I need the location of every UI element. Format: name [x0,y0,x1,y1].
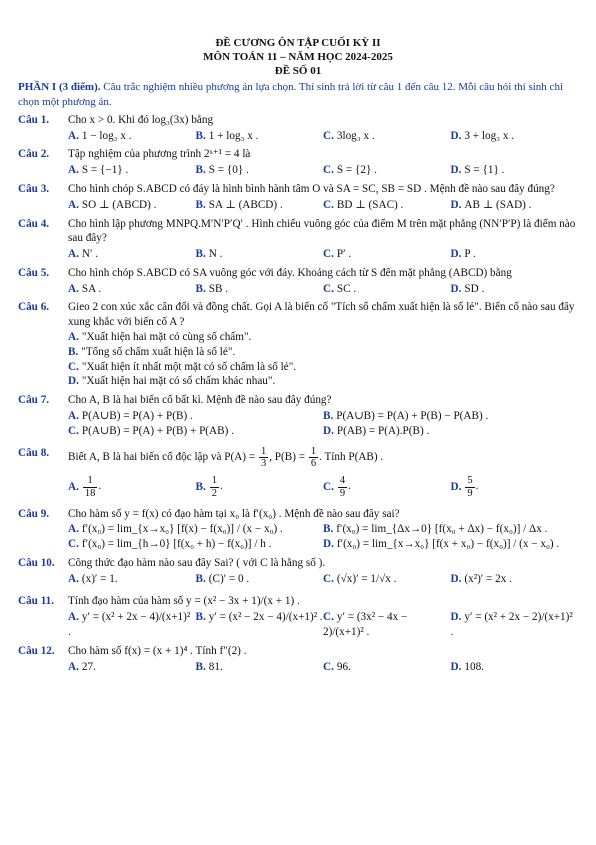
option-letter: D. [450,198,462,211]
answer-option [196,475,324,498]
question-1 [18,113,578,144]
option-letter: B. [323,523,334,536]
answer-option [323,198,451,213]
option-text: "Xuất hiện hai mặt có số chấm khác nhau". [81,375,276,388]
option-text: S = {1} . [464,164,505,177]
option-text: SO ⊥ (ABCD) . [81,198,157,211]
question-10 [18,556,578,587]
question-number: Câu 12. [18,644,55,657]
answer-option [196,247,324,262]
option-letter: C. [323,248,334,261]
answer-options [68,129,578,144]
answer-option [196,129,324,144]
option-text: S = {0} . [208,164,249,177]
question-body [68,507,578,552]
question-text: Tập nghiệm của phương trình 2ˣ⁺¹ = 4 là [68,148,251,161]
answer-option [68,247,196,262]
option-text: S = {2} . [336,164,377,177]
option-letter: A. [68,282,79,295]
option-text: 27. [81,660,96,673]
option-letter: B. [68,345,79,358]
option-letter: A. [68,572,79,585]
answer-options [68,247,578,262]
option-letter: A. [68,611,79,624]
document-page [18,0,578,674]
option-text: "Tổng số chấm xuất hiện là số lẻ". [81,345,236,358]
answer-option [68,360,578,375]
option-fraction [83,475,98,498]
option-text: "Xuất hiện hai mặt có cùng số chấm". [81,330,252,343]
answer-option [323,537,578,552]
option-letter: D. [450,282,462,295]
question-body [68,556,578,587]
option-letter: C. [323,660,334,673]
option-letter: A. [68,480,79,493]
option-text: SA ⊥ (ABCD) . [208,198,283,211]
part-intro [18,80,578,109]
answer-option [451,198,579,213]
answer-options [68,409,578,439]
question-body [68,300,578,389]
option-letter: C. [68,360,79,373]
option-text: f′(x₀) = lim_{x→x₀} [f(x) − f(x₀)] / (x − x₀) . [81,523,283,536]
option-letter: C. [68,424,79,437]
fraction-pb-numerator: 1 [310,446,317,458]
title-line-3: ĐỀ SỐ 01 [274,65,322,78]
question-5 [18,266,578,297]
question-number: Câu 9. [18,507,50,520]
fraction-pb [309,446,318,469]
option-text: P . [464,248,476,261]
option-letter: C. [323,164,334,177]
question-number: Câu 7. [18,394,50,407]
option-fraction [465,475,474,498]
answer-option [68,330,578,345]
option-letter: D. [323,538,334,551]
answer-option [323,572,451,587]
option-letter: C. [323,282,334,295]
fraction-pb-denominator: 6 [310,458,317,470]
option-letter: D. [450,572,462,585]
option-letter: D. [323,424,334,437]
option-letter: D. [450,480,462,493]
question-text-part: Biết A, B là hai biến cố độc lập và P(A) = [68,451,258,464]
question-text [68,446,578,469]
answer-option [451,660,579,675]
fraction-numerator: 1 [83,475,98,487]
question-text: Gieo 2 con xúc xắc cân đối và đồng chất. Gọi A là biến cố "Tích số chấm xuất hiện là số lẻ". Biến cố nào sau đây xung khắc với biến cố A ? [68,301,575,329]
question-3 [18,182,578,213]
question-text: Cho hàm số f(x) = (x + 1)⁴ . Tính f″(2) . [68,644,247,657]
option-letter: B. [195,660,206,673]
option-text: BD ⊥ (SAC) . [336,198,404,211]
option-period: . [475,480,479,493]
question-number: Câu 2. [18,148,50,161]
option-text: 1 + log₃ x . [208,129,259,142]
fraction-pa-denominator: 3 [260,458,267,470]
option-letter: C. [323,611,334,624]
answer-option [323,660,451,675]
answer-options [68,282,578,297]
question-text: Công thức đạo hàm nào sau đây Sai? ( với C là hằng số ). [68,556,326,569]
option-text: "Xuất hiện ít nhất một mặt có số chấm là số lẻ". [81,360,297,373]
option-letter: A. [68,330,79,343]
option-text: y′ = (x² + 2x − 2)/(x+1)² . [450,611,573,638]
option-letter: D. [450,660,462,673]
answer-options [68,522,578,552]
option-period: . [220,480,223,493]
answer-option [68,660,196,675]
fraction-denominator: 18 [84,487,96,499]
answer-option [323,163,451,178]
option-letter: A. [68,409,79,422]
question-body [68,594,578,639]
question-text-part: . Tính P(AB) . [319,451,384,464]
option-fraction [338,475,347,498]
question-number: Câu 1. [18,113,50,126]
question-9 [18,507,578,552]
question-text: Cho hình chóp S.ABCD có SA vuông góc với đáy. Khoảng cách từ S đến mặt phẳng (ABCD) bằng [68,266,512,279]
question-11 [18,594,578,639]
question-text: Cho hàm số y = f(x) có đạo hàm tại x₀ là f′(x₀) . Mệnh đề nào sau đây sai? [68,507,400,520]
part-instructions: Câu trắc nghiệm nhiều phương án lựa chọn. Thí sinh trả lời từ câu 1 đến câu 12. Mỗi câu hỏi thí sinh chỉ chọn một phương án. [18,81,563,108]
option-letter: B. [195,248,206,261]
option-letter: B. [195,282,206,295]
answer-option [323,522,578,537]
question-body [68,147,578,178]
option-text: (x²)′ = 2x . [464,572,512,585]
fraction-numerator: 4 [339,475,346,487]
answer-option [323,409,578,424]
fraction-denominator: 9 [467,487,473,499]
answer-option [451,475,579,498]
answer-option [68,424,323,439]
question-text-part: , P(B) = [269,451,308,464]
option-letter: A. [68,164,79,177]
option-letter: B. [195,164,206,177]
option-text: SC . [336,282,357,295]
fraction-pa [259,446,268,469]
option-text: f′(x₀) = lim_{h→0} [f(x₀ + h) − f(x₀)] / h . [81,538,272,551]
option-text: 3log₃ x . [336,129,375,142]
option-text: N′ . [81,248,99,261]
option-letter: D. [450,248,462,261]
answer-option [68,374,578,389]
answer-option [323,247,451,262]
option-text: SA . [81,282,102,295]
question-text: Cho hình lập phương MNPQ.M′N′P′Q′ . Hình chiếu vuông góc của điểm M trên mặt phẳng (NN′P′P) là điểm nào sau đây? [68,217,576,245]
question-body [68,393,578,438]
question-body [68,644,578,675]
question-body [68,182,578,213]
part-label: PHẦN I (3 điểm). [18,81,101,94]
option-letter: B. [195,572,206,585]
option-letter: D. [450,164,462,177]
option-letter: B. [195,129,206,142]
option-text: AB ⊥ (SAD) . [464,198,532,211]
question-number: Câu 11. [18,595,55,608]
answer-option [196,660,324,675]
option-letter: D. [450,129,462,142]
option-period: . [348,480,351,493]
question-list [18,113,578,675]
option-letter: A. [68,660,79,673]
fraction-denominator: 2 [211,487,218,499]
option-letter: A. [68,523,79,536]
option-period: . [98,480,102,493]
answer-options [68,572,578,587]
document-header [18,36,578,78]
question-number: Câu 4. [18,217,50,230]
option-text: N . [208,248,223,261]
option-text: y′ = (x² + 2x − 4)/(x+1)² . [68,611,191,638]
question-6 [18,300,578,389]
option-text: y′ = (3x² − 4x − 2)/(x+1)² . [323,611,408,638]
answer-option [68,572,196,587]
question-body [68,217,578,262]
question-7 [18,393,578,438]
option-text: 1 − log₃ x . [81,129,132,142]
option-letter: B. [323,409,334,422]
option-letter: C. [323,129,334,142]
option-letter: D. [450,611,462,624]
answer-options [68,475,578,498]
option-text: SD . [464,282,485,295]
option-letter: C. [323,572,334,585]
answer-option [323,424,578,439]
option-letter: C. [323,198,334,211]
answer-option [451,282,579,297]
option-letter: B. [195,198,206,211]
fraction-numerator: 1 [211,475,218,487]
answer-options [68,660,578,675]
answer-options [68,198,578,213]
option-text: P(AB) = P(A).P(B) . [336,424,430,437]
answer-option [196,198,324,213]
option-letter: A. [68,198,79,211]
question-12 [18,644,578,675]
question-number: Câu 10. [18,556,55,569]
question-2 [18,147,578,178]
option-letter: C. [323,480,334,493]
fraction-denominator: 9 [339,487,346,499]
answer-option [196,282,324,297]
question-number: Câu 3. [18,182,50,195]
option-letter: A. [68,248,79,261]
answer-option [323,610,451,640]
option-text: (C)′ = 0 . [208,572,250,585]
answer-options [68,610,578,640]
answer-option [451,247,579,262]
answer-option [451,163,579,178]
answer-option [68,610,196,640]
question-text: Cho x > 0. Khi đó log₃(3x) bằng [68,113,214,126]
option-text: 81. [208,660,223,673]
option-letter: D. [68,375,79,388]
answer-option [323,129,451,144]
question-text: Cho A, B là hai biến cố bất kì. Mệnh đề nào sau đây đúng? [68,394,332,407]
option-text: P(A∪B) = P(A) + P(B) . [81,409,193,422]
answer-option [196,610,324,640]
title-line-1: ĐỀ CƯƠNG ÔN TẬP CUỐI KỲ II [215,37,381,49]
option-text: P′ . [336,248,352,261]
option-text: 108. [464,660,484,673]
answer-option [68,345,578,360]
option-text: f′(x₀) = lim_{x→x₀} [f(x + x₀) − f(x₀)] / (x − x₀) . [336,538,560,551]
title-line-2: MÔN TOÁN 11 – NĂM HỌC 2024-2025 [203,51,393,64]
option-text: (x)′ = 1. [81,572,118,585]
answer-option [68,537,323,552]
option-letter: A. [68,129,79,142]
question-number: Câu 8. [18,447,50,460]
question-body [68,113,578,144]
option-text: 96. [336,660,351,673]
answer-option [323,282,451,297]
option-letter: B. [195,480,206,493]
question-4 [18,217,578,262]
option-text: P(A∪B) = P(A) + P(B) + P(AB) . [81,424,234,437]
question-body [68,446,578,498]
option-text: 3 + log₃ x . [464,129,515,142]
option-text: f′(x₀) = lim_{Δx→0} [f(x₀ + Δx) − f(x₀)] / Δx . [336,523,548,536]
question-number: Câu 6. [18,301,50,314]
answer-option [68,522,323,537]
option-letter: B. [195,611,206,624]
option-text: S = {−1} . [81,164,129,177]
question-text: Cho hình chóp S.ABCD có đáy là hình bình hành tâm O và SA = SC, SB = SD . Mệnh đề nào sau đây đúng? [68,182,555,195]
answer-option [451,572,579,587]
answer-option [196,572,324,587]
answer-option [451,610,579,640]
answer-option [68,475,196,498]
question-text: Tính đạo hàm của hàm số y = (x² − 3x + 1)/(x + 1) . [68,595,300,608]
question-number: Câu 5. [18,266,50,279]
option-text: P(A∪B) = P(A) + P(B) − P(AB) . [336,409,489,422]
answer-option [196,163,324,178]
answer-option [68,282,196,297]
answer-option [68,163,196,178]
question-8 [18,446,578,498]
answer-options [68,163,578,178]
answer-option [451,129,579,144]
option-text: y′ = (x² − 2x − 4)/(x+1)² . [208,611,323,624]
option-text: SB . [208,282,229,295]
answer-option [68,409,323,424]
answer-option [68,198,196,213]
answer-option [68,129,196,144]
question-body [68,266,578,297]
option-letter: C. [68,538,79,551]
option-fraction [210,475,219,498]
option-text: (√x)′ = 1/√x . [336,572,397,585]
fraction-numerator: 5 [467,475,473,487]
answer-option [323,475,451,498]
fraction-pa-numerator: 1 [260,446,267,458]
